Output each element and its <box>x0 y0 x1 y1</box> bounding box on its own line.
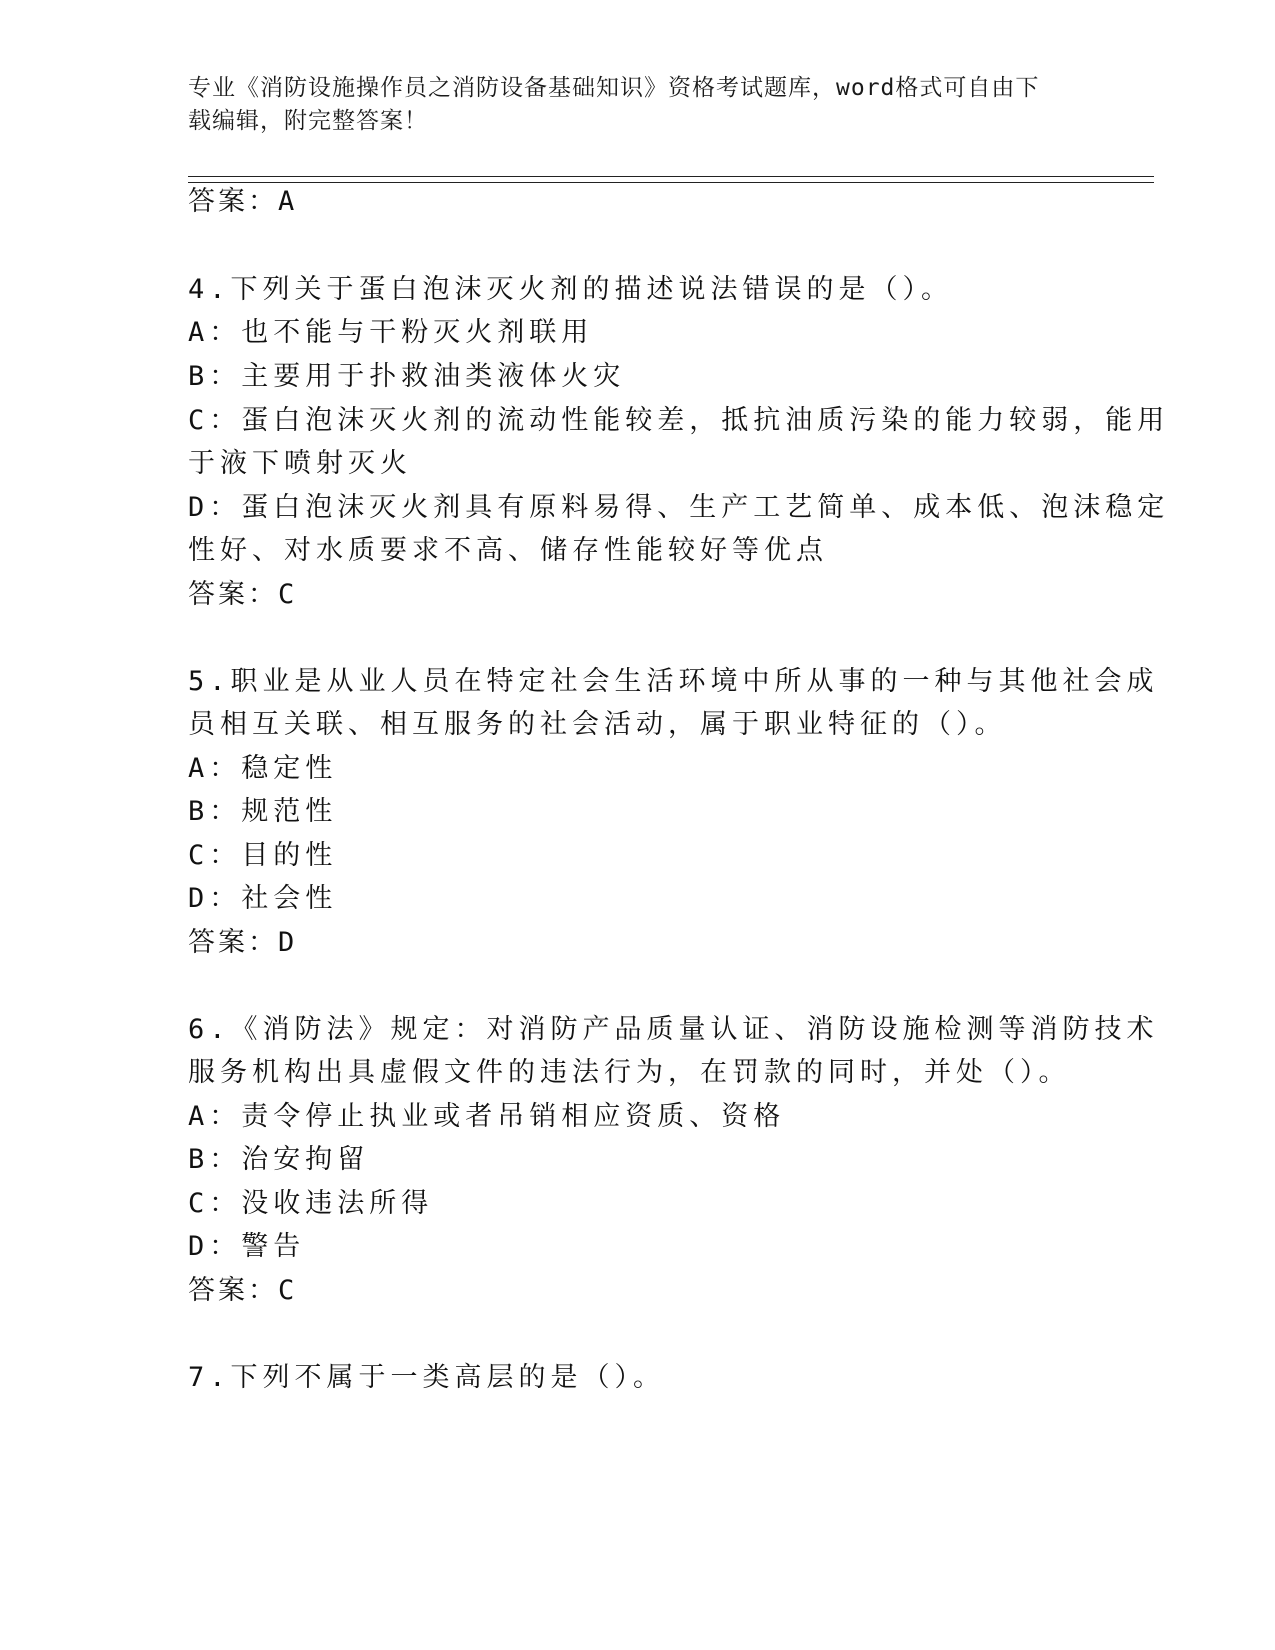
header-line-2: 载编辑，附完整答案！ <box>188 108 428 134</box>
question-4-stem-line-1: 4.下列关于蛋白泡沫灭火剂的描述说法错误的是（）。 <box>188 274 954 305</box>
previous-answer: 答案：A <box>188 186 298 217</box>
question-6-stem-line-1: 6.《消防法》规定：对消防产品质量认证、消防设施检测等消防技术 <box>188 1014 1159 1045</box>
document-header <box>188 72 1068 138</box>
question-6-option-c: C：没收违法所得 <box>188 1188 434 1219</box>
question-5-option-b: B：规范性 <box>188 796 338 827</box>
question-4-option-a: A：也不能与干粉灭火剂联用 <box>188 317 594 348</box>
question-5-option-d: D：社会性 <box>188 883 338 914</box>
question-5-stem-line-1: 5.职业是从业人员在特定社会生活环境中所从事的一种与其他社会成 <box>188 666 1159 697</box>
question-5-option-c: C：目的性 <box>188 840 338 871</box>
header-divider-top <box>188 176 1154 177</box>
question-4-option-d-line-1: D：蛋白泡沫灭火剂具有原料易得、生产工艺简单、成本低、泡沫稳定 <box>188 492 1170 523</box>
question-6-answer: 答案：C <box>188 1275 298 1306</box>
header-line-1: 专业《消防设施操作员之消防设备基础知识》资格考试题库，word格式可自由下 <box>188 75 1040 101</box>
question-4-option-b: B：主要用于扑救油类液体火灾 <box>188 361 626 392</box>
question-6-option-a: A：责令停止执业或者吊销相应资质、资格 <box>188 1101 786 1132</box>
question-7-stem-line-1: 7.下列不属于一类高层的是（）。 <box>188 1362 666 1393</box>
question-5-stem-line-2: 员相互关联、相互服务的社会活动，属于职业特征的（）。 <box>188 709 1007 740</box>
question-4-option-d-line-2: 性好、对水质要求不高、储存性能较好等优点 <box>188 535 828 566</box>
question-6-option-b: B：治安拘留 <box>188 1144 370 1175</box>
question-6-option-d: D：警告 <box>188 1231 306 1262</box>
question-4-option-c-line-1: C：蛋白泡沫灭火剂的流动性能较差，抵抗油质污染的能力较弱，能用 <box>188 405 1170 436</box>
question-4-option-c-line-2: 于液下喷射灭火 <box>188 448 412 479</box>
question-5-answer: 答案：D <box>188 927 298 958</box>
question-4-answer: 答案：C <box>188 579 298 610</box>
header-divider-bottom <box>188 182 1154 183</box>
question-5-option-a: A：稳定性 <box>188 753 338 784</box>
question-6-stem-line-2: 服务机构出具虚假文件的违法行为，在罚款的同时，并处（）。 <box>188 1057 1071 1088</box>
